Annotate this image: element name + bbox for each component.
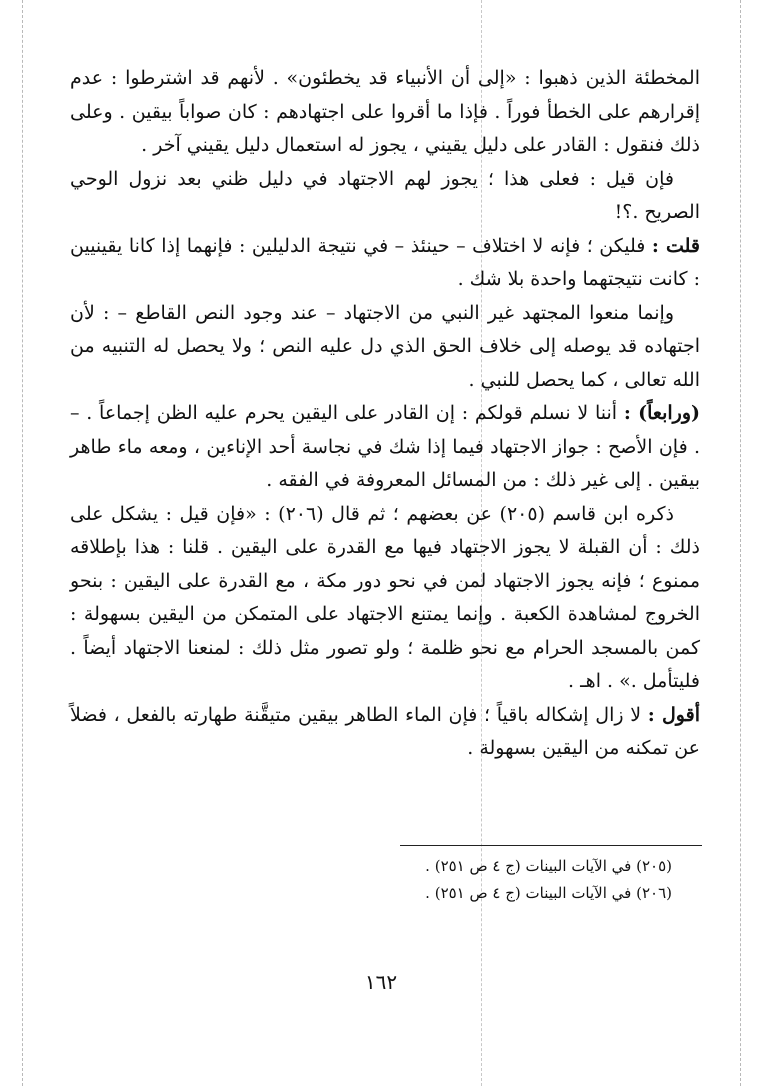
paragraph-7-lead: أقول : xyxy=(647,703,700,726)
paragraph-3 xyxy=(70,230,700,297)
paragraph-5-lead: (ورابعاً) : xyxy=(623,402,700,424)
paragraph-6: ذكره ابن قاسم (٢٠٥) عن بعضهم ؛ ثم قال (٢٠٦) : «فإن قيل : يشكل على ذلك : أن القبلة لا يجوز الاجتهاد فيها مع القدرة على اليقين . قلنا : هذا بإطلاقه ممنوع ؛ فإنه يجوز الاجتهاد لمن في نحو دور مكة ، مع القدرة على اليقين : بنحو الخروج لمشاهدة الكعبة . وإنما يمتنع الاجتهاد على المتمكن من اليقين بسهولة : كمن بالمسجد الحرام مع نحو ظلمة ؛ ولو تصور مثل ذلك : لمنعنا الاجتهاد أيضاً . فليتأمل .» . اهـ . xyxy=(70,502,700,692)
right-guide-line xyxy=(740,0,741,1086)
footnote-206: (٢٠٦) في الآيات البينات (ج ٤ ص ٢٥١) . xyxy=(425,884,672,902)
footnote-205: (٢٠٥) في الآيات البينات (ج ٤ ص ٢٥١) . xyxy=(425,857,672,875)
paragraph-4: وإنما منعوا المجتهد غير النبي من الاجتهاد – عند وجود النص القاطع – : لأن اجتهاده قد يوصله إلى خلاف الحق الذي دل عليه النص ؛ ولا يحصل له التنبيه من الله تعالى ، كما يحصل للنبي . xyxy=(70,301,700,391)
page-number: ١٦٢ xyxy=(364,970,398,994)
paragraph-3-text: فليكن ؛ فإنه لا اختلاف – حينئذ – في نتيجة الدليلين : فإنهما إذا كانا يقينيين : كانت نتيجتهما واحدة بلا شك . xyxy=(70,234,700,290)
page-body xyxy=(70,62,700,766)
paragraph-5-text: أننا لا نسلم قولكم : إن القادر على اليقين يحرم عليه الظن إجماعاً . – . فإن الأصح : جواز الاجتهاد فيما إذا شك في نجاسة أحد الإناءين ، ومعه ماء طاهر بيقين . إلى غير ذلك : من المسائل المعروفة في الفقه . xyxy=(70,402,700,491)
paragraph-5 xyxy=(70,397,700,498)
paragraph-1: المخطئة الذين ذهبوا : «إلى أن الأنبياء قد يخطئون» . لأنهم قد اشترطوا : عدم إقرارهم على الخطأ فوراً . فإذا ما أقروا على اجتهادهم : كان صواباً بيقين . وعلى ذلك فنقول : القادر على دليل يقيني ، يجوز له استعمال دليل يقيني آخر . xyxy=(70,67,700,156)
paragraph-7 xyxy=(70,699,700,766)
footnotes xyxy=(400,845,702,902)
left-guide-line xyxy=(22,0,23,1086)
paragraph-7-text: لا زال إشكاله باقياً ؛ فإن الماء الطاهر بيقين متيقَّنة طهارته بالفعل ، فضلاً عن تمكنه من اليقين بسهولة . xyxy=(70,703,700,759)
paragraph-3-lead: قلت : xyxy=(651,234,700,257)
paragraph-2: فإن قيل : فعلى هذا ؛ يجوز لهم الاجتهاد في دليل ظني بعد نزول الوحي الصريح .؟! xyxy=(70,167,700,223)
